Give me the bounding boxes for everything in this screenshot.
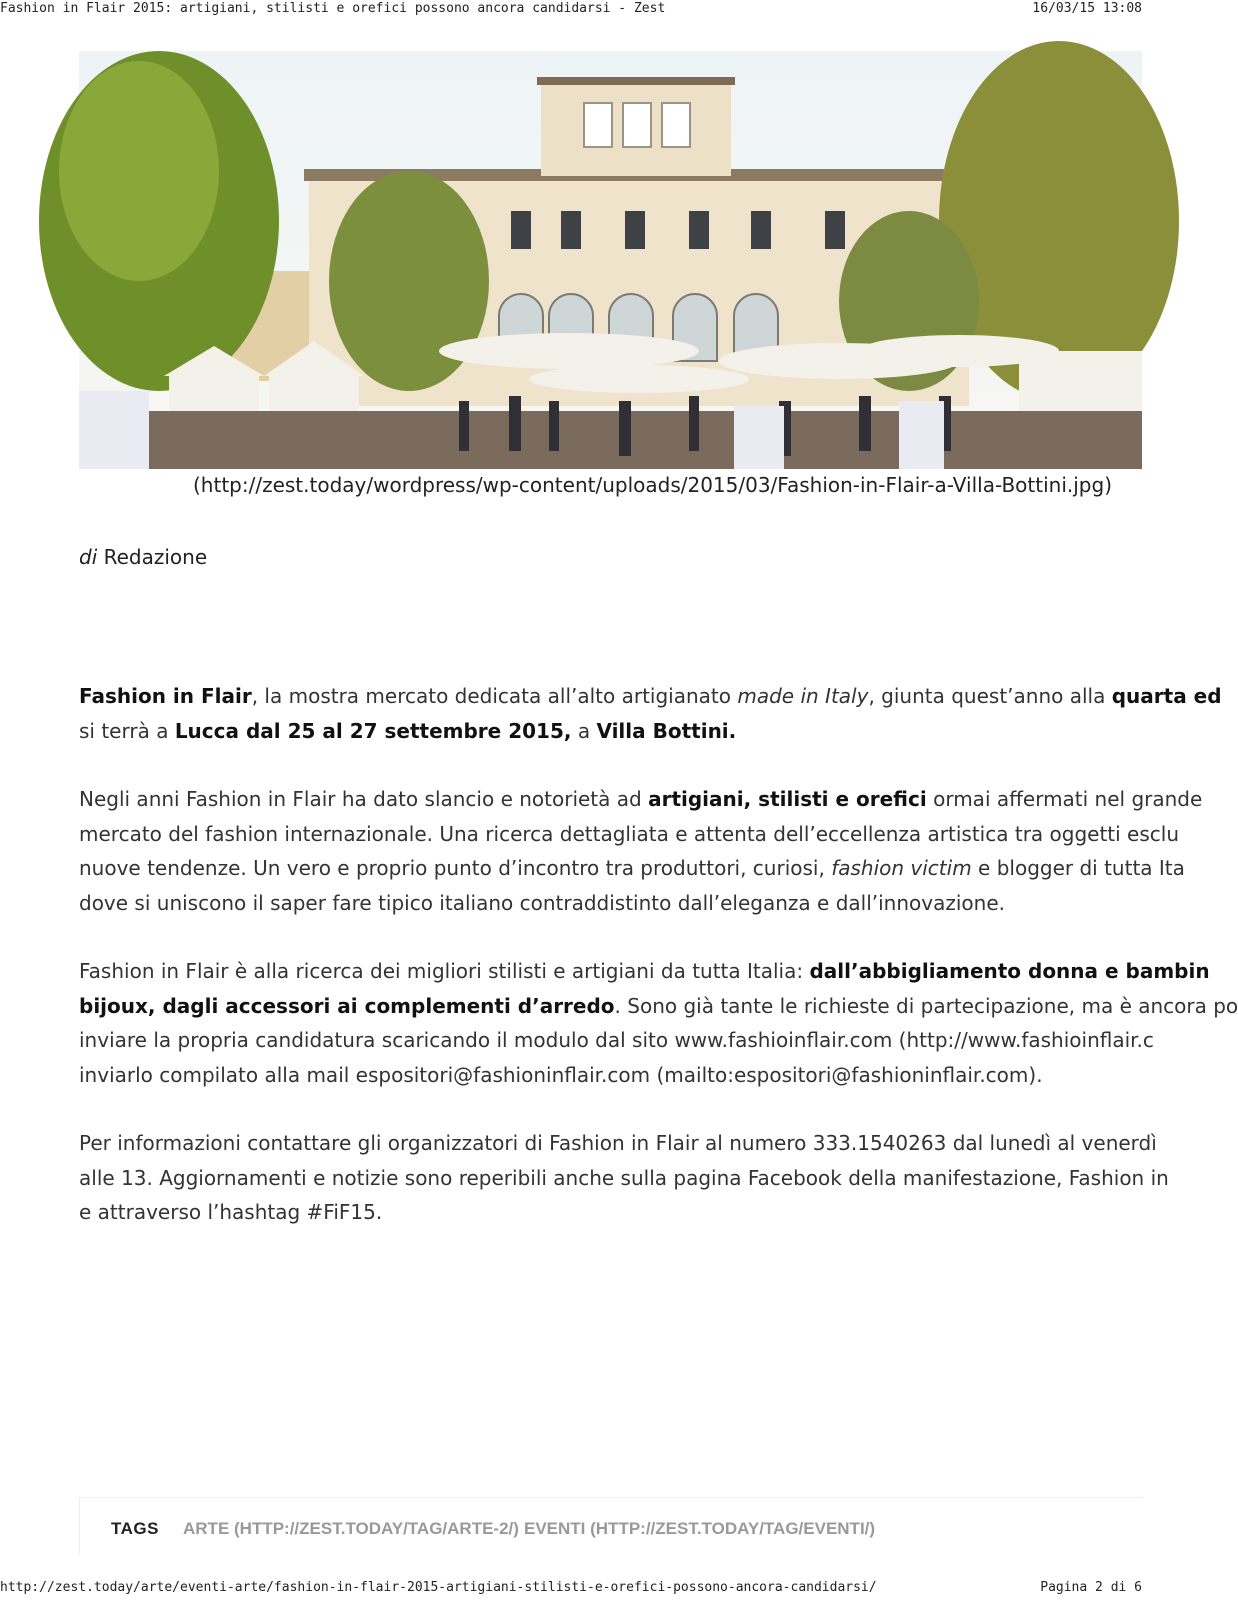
byline [79,545,207,569]
print-datetime: 16/03/15 13:08 [1032,1,1142,16]
page-number: Pagina 2 di 6 [1040,1580,1142,1595]
print-header [0,0,1142,20]
text: Fashion in Flair è alla ricerca dei migliori stilisti e artigiani da tutta Italia: [79,959,810,983]
bold-text: Fashion in Flair [79,684,252,708]
text: ormai affermati nel grande [926,787,1203,811]
bold-text: Lucca dal 25 al 27 settembre 2015, [174,718,572,743]
italic-text: made in Italy [737,684,869,708]
villa-bottini-photo[interactable] [79,51,1142,469]
text: Per informazioni contattare gli organizzatori di Fashion in Flair al numero 333.1540263 dal lunedì al venerdì [79,1131,1157,1155]
print-footer [0,1578,1142,1600]
text: si terrà a [79,718,175,743]
text: . Sono già tante le richieste di partecipazione, ma è ancora po [614,993,1238,1018]
bold-text: dall’abbigliamento donna e bambin [809,959,1210,983]
text: dove si uniscono il saper fare tipico italiano contraddistinto dall’eleganza e dall’innovazione. [79,890,1005,915]
bold-text: bijoux, dagli accessori ai complementi d’arredo [79,993,615,1018]
tag-link-eventi[interactable]: EVENTI (HTTP://ZEST.TODAY/TAG/EVENTI/) [524,1519,876,1538]
text: nuove tendenze. Un vero e proprio punto d’incontro tra produttori, curiosi, [79,856,832,880]
text: e attraverso l’hashtag #FiF15. [79,1200,383,1224]
text[interactable]: inviarlo compilato alla mail espositori@fashioninflair.com (mailto:espositori@fashioninflair.com). [79,1062,1043,1087]
bold-text: artigiani, stilisti e orefici [648,787,927,811]
bold-text: Villa Bottini. [596,718,737,743]
paragraph-1 [79,679,1222,748]
paragraph-2 [79,782,1203,920]
text: , la mostra mercato dedicata all’alto artigianato [251,684,738,708]
text: alle 13. Aggiornamenti e notizie sono reperibili anche sulla pagina Facebook della manifestazione, Fashion in [79,1165,1169,1190]
tags-label: TAGS [111,1519,159,1538]
byline-author: Redazione [103,545,208,569]
image-caption-link[interactable]: (http://zest.today/wordpress/wp-content/uploads/2015/03/Fashion-in-Flair-a-Villa-Bottini.jpg) [193,473,1112,497]
page-url: http://zest.today/arte/eventi-arte/fashion-in-flair-2015-artigiani-stilisti-e-orefici-possono-ancora-candidarsi/ [0,1580,877,1595]
text: a [571,718,597,743]
page-title: Fashion in Flair 2015: artigiani, stilisti e orefici possono ancora candidarsi - Zest [0,1,666,16]
tag-link-arte[interactable]: ARTE (HTTP://ZEST.TODAY/TAG/ARTE-2/) [183,1519,519,1538]
text[interactable]: inviare la propria candidatura scaricando il modulo dal sito www.fashioinflair.com (http://www.fashioinflair.c [79,1028,1154,1052]
paragraph-4 [79,1126,1169,1230]
bold-text: quarta ed [1111,684,1222,708]
tags-bar [79,1497,1143,1554]
text: e blogger di tutta Ita [971,856,1185,880]
byline-prefix: di [79,545,98,569]
text: , giunta quest’anno alla [868,684,1112,708]
paragraph-3 [79,954,1238,1092]
text: mercato del fashion internazionale. Una ricerca dettagliata e attenta dell’eccellenza artistica tra oggetti esclu [79,821,1180,846]
text: Negli anni Fashion in Flair ha dato slancio e notorietà ad [79,787,649,811]
italic-text: fashion victim [831,856,972,880]
article-body [79,679,1238,1264]
